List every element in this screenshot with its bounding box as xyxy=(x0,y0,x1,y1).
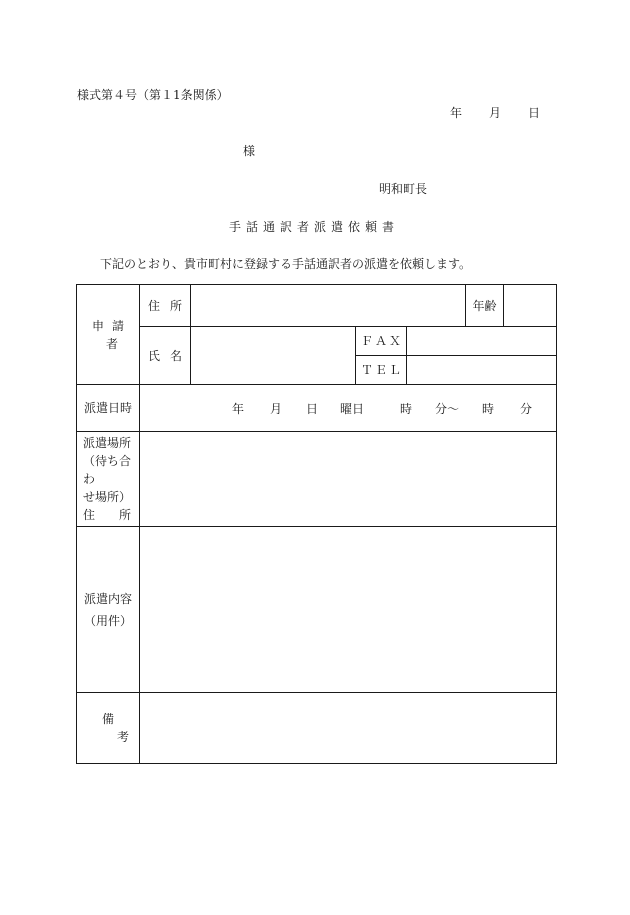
dispatch-datetime-label: 派遣日時 xyxy=(83,401,132,415)
fax-input-cell[interactable] xyxy=(407,327,557,356)
dispatch-place-row xyxy=(77,432,557,527)
date-month-label: 月 xyxy=(488,106,501,120)
form-number-label: 様式第４号（第１1条関係） xyxy=(77,88,229,102)
tel-input-cell[interactable] xyxy=(407,356,557,385)
datetime-minute-end: 分 xyxy=(520,401,533,416)
datetime-hour-end: 時 xyxy=(482,401,495,416)
datetime-minute-start: 分～ xyxy=(435,401,460,416)
datetime-month: 月 xyxy=(270,401,283,416)
dispatch-content-label-1: 派遣内容 xyxy=(83,591,132,606)
applicant-name-fax-row xyxy=(77,327,557,356)
age-label-cell xyxy=(466,285,504,327)
dispatch-content-input-cell[interactable] xyxy=(140,527,557,693)
applicant-label-text: 申 請者 xyxy=(91,318,125,351)
applicant-label-cell xyxy=(77,285,140,385)
date-day-label: 日 xyxy=(527,106,540,120)
dispatch-datetime-fields xyxy=(140,400,556,417)
remarks-row xyxy=(77,693,557,764)
addressee-suffix: 様 xyxy=(243,144,256,158)
date-line xyxy=(450,104,540,121)
dispatch-datetime-input-cell[interactable] xyxy=(140,385,557,432)
dispatch-datetime-row xyxy=(77,385,557,432)
dispatch-place-label-1: 派遣場所 xyxy=(83,436,132,450)
name-label: 氏 名 xyxy=(147,348,183,363)
age-label: 年齢 xyxy=(472,298,497,313)
fax-label-cell xyxy=(356,327,407,356)
intro-text: 下記のとおり、貴市町村に登録する手話通訳者の派遣を依頼します。 xyxy=(100,257,472,271)
applicant-label xyxy=(77,317,139,353)
address-input-cell[interactable] xyxy=(191,285,466,327)
name-input-cell[interactable] xyxy=(191,327,356,385)
name-label-cell xyxy=(140,327,191,385)
dispatch-place-label-3: せ場所） xyxy=(83,490,132,504)
address-label: 住 所 xyxy=(147,298,183,313)
dispatch-place-label-4: 住 所 xyxy=(83,508,132,522)
remarks-input-cell[interactable] xyxy=(140,693,557,764)
request-form-table xyxy=(76,284,557,764)
tel-label: Ｔ Ｅ Ｌ xyxy=(360,363,402,377)
dispatch-place-input-cell[interactable] xyxy=(140,432,557,527)
remarks-label-cell xyxy=(77,693,140,764)
dispatch-place-label-2: （待ち合わ xyxy=(83,454,132,486)
remarks-label-text: 備考 xyxy=(102,712,130,744)
tel-label-cell xyxy=(356,356,407,385)
datetime-day: 日 xyxy=(306,401,319,416)
dispatch-datetime-label-cell xyxy=(77,385,140,432)
datetime-hour-start: 時 xyxy=(400,401,413,416)
datetime-weekday: 曜日 xyxy=(340,401,365,416)
fax-label: Ｆ Ａ Ｘ xyxy=(360,334,402,348)
document-title: 手話通訳者派遣依頼書 xyxy=(229,220,400,234)
issuer-name: 明和町長 xyxy=(379,182,428,196)
address-label-cell xyxy=(140,285,191,327)
applicant-address-row xyxy=(77,285,557,327)
dispatch-content-row xyxy=(77,527,557,693)
dispatch-content-label-cell xyxy=(77,527,140,693)
date-year-label: 年 xyxy=(450,106,463,120)
datetime-year: 年 xyxy=(232,401,245,416)
age-input-cell[interactable] xyxy=(504,285,557,327)
remarks-label xyxy=(77,710,139,746)
dispatch-place-label-cell xyxy=(77,432,140,527)
dispatch-content-label-2: （用件） xyxy=(83,613,132,628)
